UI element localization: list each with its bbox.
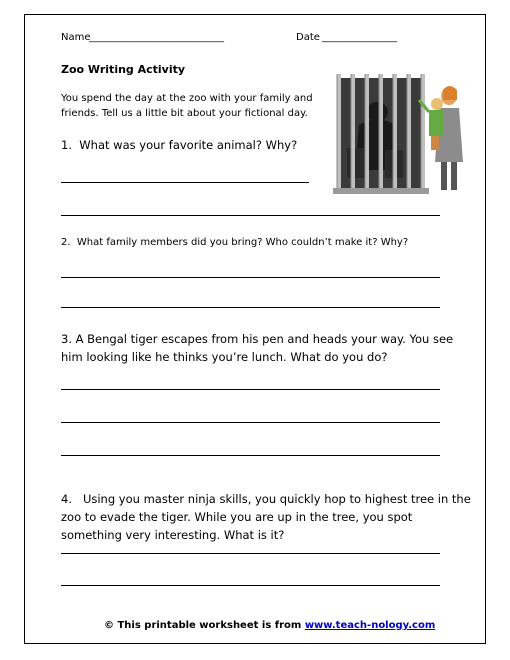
name-blank: ___________________________ <box>89 32 224 43</box>
question-4-line-2: zoo to evade the tiger. While you are up in the tree, you spot <box>61 510 413 524</box>
question-number: 3. <box>61 332 72 346</box>
date-blank: _______________ <box>322 32 397 43</box>
answer-line <box>61 182 309 183</box>
question-text: What was your favorite animal? Why? <box>79 138 298 152</box>
answer-line <box>61 389 440 390</box>
name-label: Name <box>61 32 91 43</box>
date-label: Date <box>296 32 320 43</box>
question-1 <box>61 138 297 152</box>
question-text: Using you master ninja skills, you quickly hop to highest tree in the <box>82 492 471 506</box>
activity-title: Zoo Writing Activity <box>61 63 186 76</box>
zoo-cage-illustration <box>325 70 470 200</box>
answer-line <box>61 215 440 216</box>
footer-text: © This printable worksheet is from <box>104 620 305 631</box>
question-text: A Bengal tiger escapes from his pen and heads your way. You see <box>75 332 454 346</box>
answer-line <box>61 277 440 278</box>
question-3-line-2: him looking like he thinks you’re lunch. What do you do? <box>61 350 388 364</box>
answer-line <box>61 553 440 554</box>
question-text: What family members did you bring? Who couldn’t make it? Why? <box>76 237 409 248</box>
intro-line-1: You spend the day at the zoo with your family and <box>61 93 313 104</box>
gorilla-cage-icon <box>325 70 470 200</box>
question-3-line-1 <box>61 332 453 346</box>
answer-line <box>61 307 440 308</box>
question-4-line-3: something very interesting. What is it? <box>61 528 285 542</box>
answer-line <box>61 585 440 586</box>
question-2 <box>61 237 408 248</box>
question-number: 1. <box>61 138 72 152</box>
intro-line-2: friends. Tell us a little bit about your fictional day. <box>61 108 308 119</box>
footer-link[interactable]: www.teach-nology.com <box>304 620 436 631</box>
question-4-line-1 <box>61 492 471 506</box>
footer-credit <box>104 620 435 631</box>
answer-line <box>61 455 440 456</box>
question-number: 4. <box>61 492 72 506</box>
question-number: 2. <box>61 237 71 248</box>
answer-line <box>61 422 440 423</box>
